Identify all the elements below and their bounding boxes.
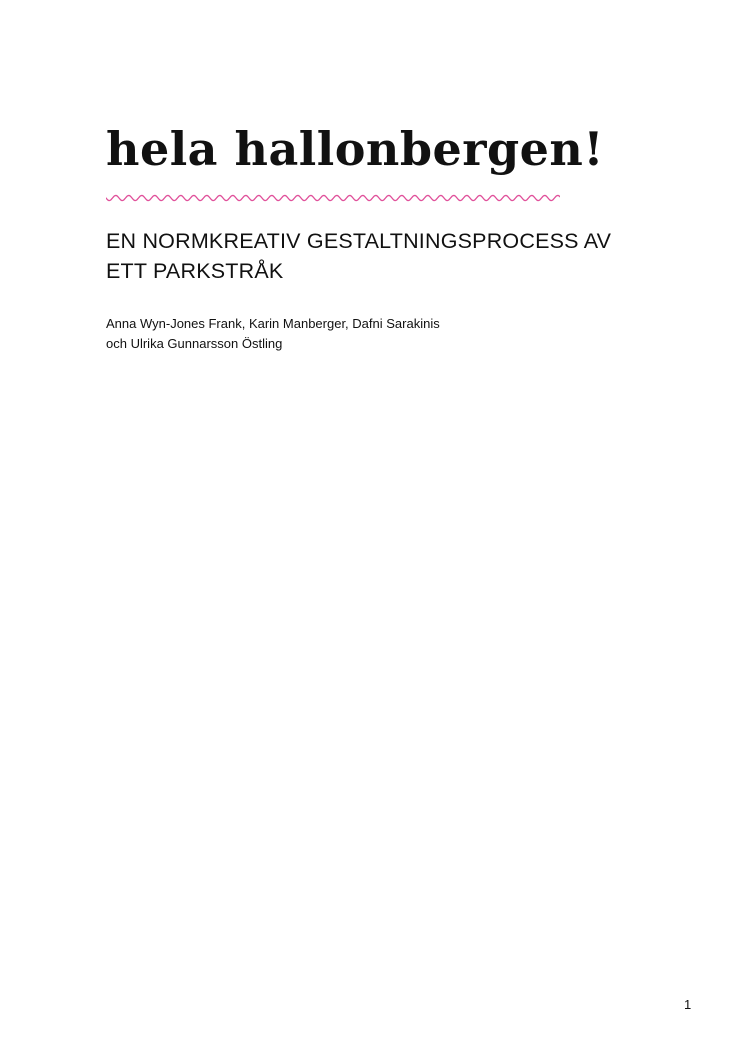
document-title: hela hallonbergen! [106, 122, 605, 176]
authors-line: och Ulrika Gunnarsson Östling [106, 335, 283, 351]
subtitle-line: EN NORMKREATIV GESTALTNINGSPROCESS AV [106, 229, 612, 253]
authors-line: Anna Wyn-Jones Frank, Karin Manberger, Dafni Sarakinis [106, 316, 440, 331]
document-subtitle [106, 226, 666, 286]
wavy-divider [106, 190, 560, 206]
subtitle-line: ETT PARKSTRÅK [106, 259, 284, 283]
authors [106, 314, 440, 353]
page-number: 1 [684, 997, 692, 1012]
